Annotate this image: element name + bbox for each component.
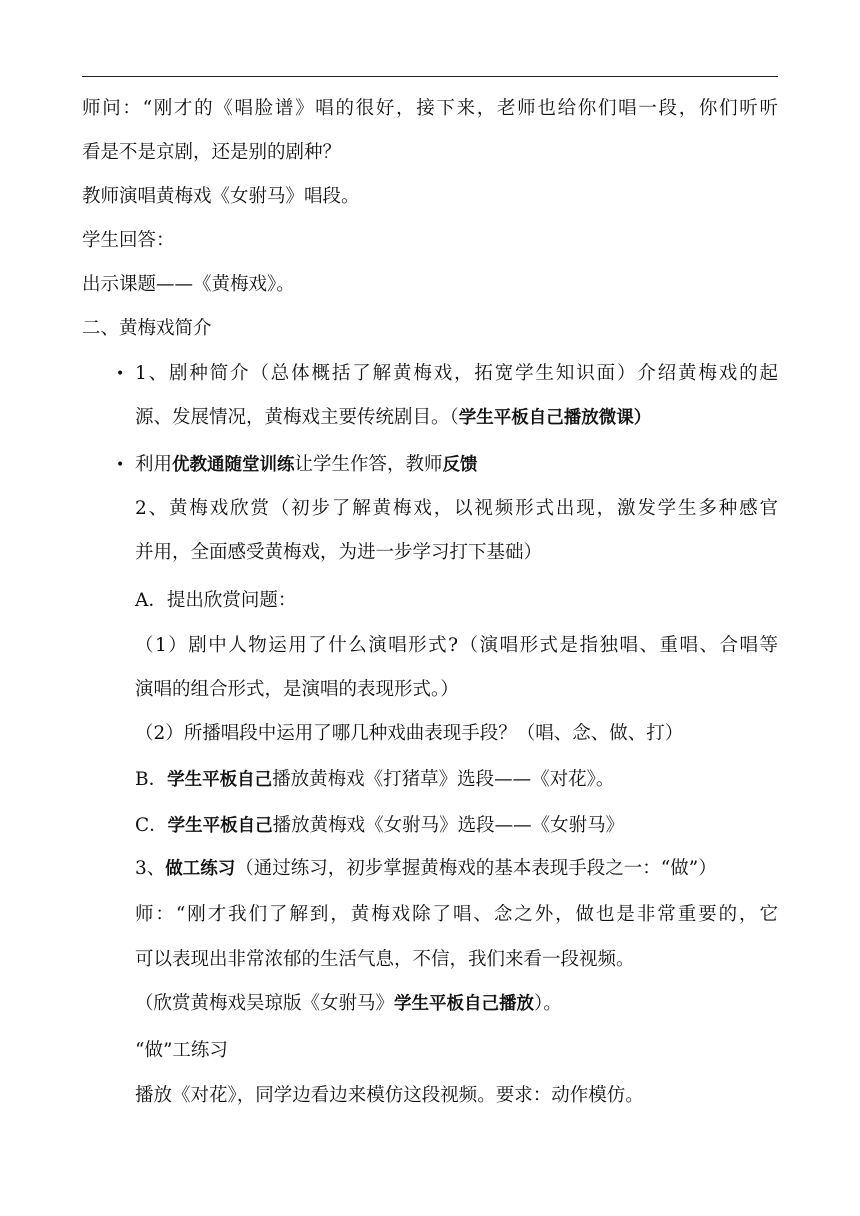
paragraph-line: [135, 768, 614, 792]
paragraph-line: 1、剧种简介（总体概括了解黄梅戏，拓宽学生知识面）介绍黄梅戏的起: [135, 363, 778, 384]
paragraph-line: 学生回答：: [82, 230, 175, 251]
paragraph-line: [135, 406, 651, 430]
text-run: 播放黄梅戏《女驸马》选段——《女驸马》: [272, 815, 625, 836]
paragraph-line: （1）剧中人物运用了什么演唱形式?（演唱形式是指独唱、重唱、合唱等: [135, 635, 778, 656]
paragraph-line: 教师演唱黄梅戏《女驸马》唱段。: [82, 186, 360, 207]
text-run: 3、: [135, 858, 166, 879]
paragraph-line: 出示课题——《黄梅戏》。: [82, 274, 295, 295]
bold-text-run: 反馈: [442, 455, 478, 475]
paragraph-line: 2、黄梅戏欣赏（初步了解黄梅戏，以视频形式出现，激发学生多种感官: [135, 498, 778, 519]
bold-text-run: 学生平板自己播放微课）: [458, 408, 652, 428]
bold-text-run: 学生平板自己播放: [394, 994, 535, 1014]
paragraph-line: 师问：“刚才的《唱脸谱》唱的很好，接下来，老师也给你们唱一段，你们听听: [82, 98, 778, 119]
section-heading: 二、黄梅戏简介: [82, 318, 212, 339]
bold-text-run: 做工练习: [165, 859, 236, 879]
bold-text-run: 优教通随堂训练: [172, 455, 295, 475]
paragraph-line: 师：“刚才我们了解到，黄梅戏除了唱、念之外，做也是非常重要的，它: [135, 904, 778, 925]
paragraph-line: （2）所播唱段中运用了哪几种戏曲表现手段？（唱、念、做、打）: [135, 723, 684, 744]
paragraph-line: 并用，全面感受黄梅戏，为进一步学习打下基础）: [135, 542, 543, 563]
text-run: B．: [135, 769, 168, 790]
header-rule: [82, 76, 778, 77]
text-run: 让学生作答，教师: [294, 454, 443, 475]
paragraph-line: [135, 857, 717, 881]
text-run: C．: [135, 815, 168, 836]
bold-text-run: 学生平板自己: [167, 770, 273, 790]
bullet-marker: •: [116, 457, 125, 473]
text-run: 利用: [135, 454, 173, 475]
paragraph-line: 播放《对花》，同学边看边来模仿这段视频。要求：动作模仿。: [135, 1085, 644, 1106]
paragraph-line: [135, 992, 562, 1016]
paragraph-line: 可以表现出非常浓郁的生活气息，不信，我们来看一段视频。: [135, 949, 635, 970]
paragraph-line: [135, 453, 478, 477]
text-run: 源、发展情况，黄梅戏主要传统剧目。（: [135, 407, 459, 428]
paragraph-line: [135, 814, 624, 838]
paragraph-line: 演唱的组合形式，是演唱的表现形式。）: [135, 679, 459, 700]
paragraph-line: 看是不是京剧，还是别的剧种？: [82, 142, 342, 163]
paragraph-line: “做”工练习: [135, 1040, 228, 1061]
paragraph-line: A．提出欣赏问题：: [135, 590, 297, 611]
bullet-marker: •: [116, 366, 125, 382]
text-run: 播放黄梅戏《打猪草》选段——《对花》。: [272, 769, 615, 790]
text-run: ）。: [534, 993, 562, 1014]
text-run: （欣赏黄梅戏吴琼版《女驸马》: [135, 993, 395, 1014]
bold-text-run: 学生平板自己: [167, 816, 273, 836]
text-run: （通过练习，初步掌握黄梅戏的基本表现手段之一：“做”）: [235, 858, 717, 879]
